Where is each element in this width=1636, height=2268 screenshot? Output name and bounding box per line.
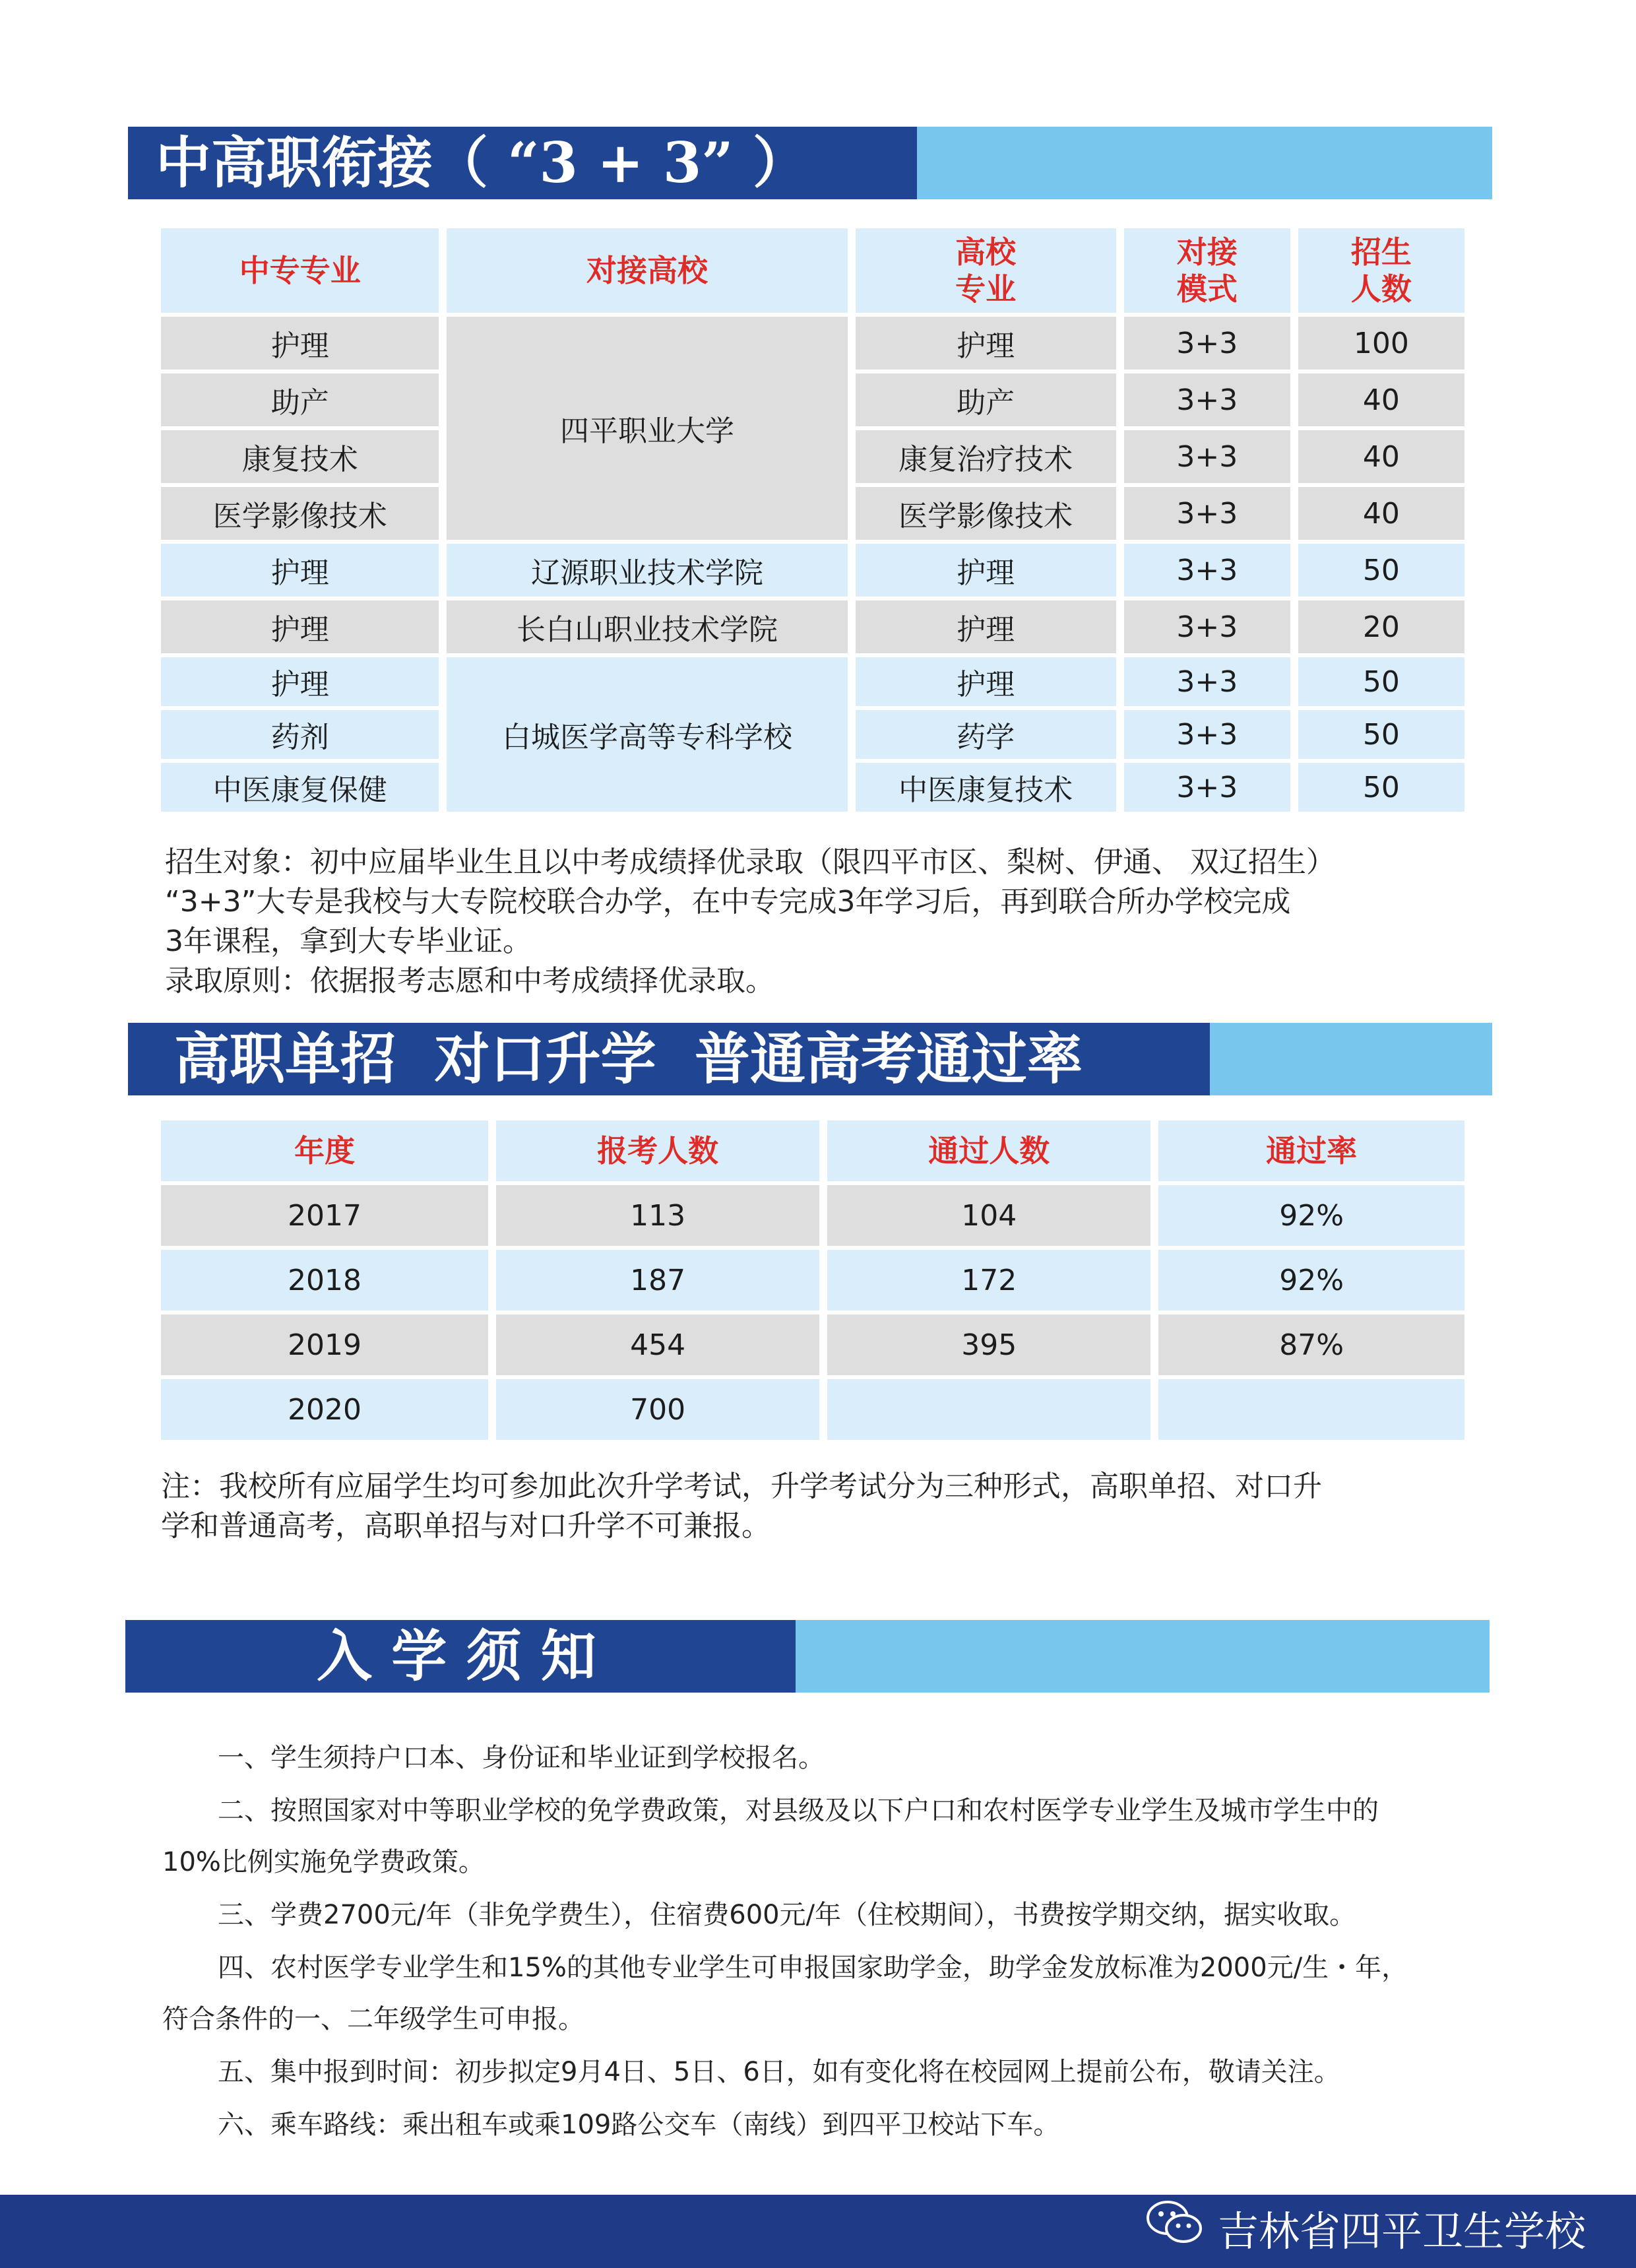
notice-item: 一、学生须持户口本、身份证和毕业证到学校报名。 — [218, 1743, 825, 1773]
footer-bar — [0, 2195, 1636, 2268]
notice-item: 六、乘车路线：乘出租车或乘109路公交车（南线）到四平卫校站下车。 — [218, 2110, 1060, 2140]
cell-rate: 92% — [1158, 1250, 1464, 1311]
cell-school: 长白山职业技术学院 — [447, 600, 847, 653]
cell-passed — [827, 1379, 1150, 1440]
cell-count: 40 — [1298, 373, 1464, 426]
cell-rate: 92% — [1158, 1185, 1464, 1246]
cell-applicants: 113 — [496, 1185, 819, 1246]
wechat-icon — [1145, 2195, 1205, 2268]
cell-applicants: 454 — [496, 1314, 819, 1375]
cell-count: 40 — [1298, 487, 1464, 540]
cell-year: 2017 — [161, 1185, 488, 1246]
cell-mode: 3+3 — [1124, 763, 1290, 812]
section2-banner — [128, 1023, 1492, 1095]
table-row — [161, 317, 1464, 370]
cell-passed: 395 — [827, 1314, 1150, 1375]
notice-item: 符合条件的一、二年级学生可申报。 — [162, 2004, 584, 2034]
col-header-passed: 通过人数 — [827, 1120, 1150, 1181]
cell-college-major: 医学影像技术 — [856, 487, 1116, 540]
cell-school: 四平职业大学 — [447, 317, 847, 540]
table-row — [161, 657, 1464, 706]
cell-count: 100 — [1298, 317, 1464, 370]
pass-rate-table — [153, 1117, 1472, 1444]
notice-item: 10%比例实施免学费政策。 — [162, 1847, 485, 1877]
section3-title: 入 学 须 知 — [125, 1620, 796, 1693]
cell-mode: 3+3 — [1124, 710, 1290, 759]
cell-major: 护理 — [161, 317, 439, 370]
cell-mode: 3+3 — [1124, 657, 1290, 706]
table-row — [161, 544, 1464, 597]
note-line: 招生对象：初中应届毕业生且以中考成绩择优录取（限四平市区、梨树、伊通、 双辽招生） — [165, 845, 1335, 879]
cell-count: 40 — [1298, 430, 1464, 483]
section1-banner-accent — [917, 127, 1492, 199]
cell-passed: 172 — [827, 1250, 1150, 1311]
cell-mode: 3+3 — [1124, 487, 1290, 540]
section1-banner — [128, 127, 1492, 199]
col-header-college-major: 高校 专业 — [856, 228, 1116, 313]
cell-year: 2020 — [161, 1379, 488, 1440]
cell-major: 护理 — [161, 600, 439, 653]
cell-count: 50 — [1298, 763, 1464, 812]
notice-item: 二、按照国家对中等职业学校的免学费政策，对县级及以下户口和农村医学专业学生及城市学生中的 — [218, 1796, 1379, 1826]
cell-college-major: 护理 — [856, 317, 1116, 370]
cell-major: 康复技术 — [161, 430, 439, 483]
cell-mode: 3+3 — [1124, 544, 1290, 597]
cell-applicants: 700 — [496, 1379, 819, 1440]
table-row — [161, 1250, 1464, 1311]
cell-college-major: 康复治疗技术 — [856, 430, 1116, 483]
section2-banner-accent — [1210, 1023, 1492, 1095]
cell-school: 白城医学高等专科学校 — [447, 657, 847, 812]
col-header-count: 招生 人数 — [1298, 228, 1464, 313]
note-line: 录取原则：依据报考志愿和中考成绩择优录取。 — [165, 964, 774, 998]
cell-rate — [1158, 1379, 1464, 1440]
cell-college-major: 助产 — [856, 373, 1116, 426]
cell-count: 50 — [1298, 544, 1464, 597]
note-line: “3+3”大专是我校与大专院校联合办学，在中专完成3年学习后，再到联合所办学校完成 — [165, 885, 1291, 919]
col-header-year: 年度 — [161, 1120, 488, 1181]
cell-major: 助产 — [161, 373, 439, 426]
cell-major: 医学影像技术 — [161, 487, 439, 540]
cell-college-major: 护理 — [856, 600, 1116, 653]
table-row — [161, 1314, 1464, 1375]
section3-banner-accent — [796, 1620, 1490, 1693]
notice-item: 四、农村医学专业学生和15%的其他专业学生可申报国家助学金，助学金发放标准为2000元/生・年， — [218, 1953, 1408, 1983]
cell-count: 20 — [1298, 600, 1464, 653]
col-header-applicants: 报考人数 — [496, 1120, 819, 1181]
table-row — [161, 1379, 1464, 1440]
cell-college-major: 护理 — [856, 544, 1116, 597]
col-header-rate: 通过率 — [1158, 1120, 1464, 1181]
cell-year: 2019 — [161, 1314, 488, 1375]
col-header-school: 对接高校 — [447, 228, 847, 313]
cell-major: 中医康复保健 — [161, 763, 439, 812]
cell-mode: 3+3 — [1124, 373, 1290, 426]
cell-college-major: 中医康复技术 — [856, 763, 1116, 812]
cell-major: 护理 — [161, 657, 439, 706]
section3-banner — [125, 1620, 1490, 1693]
cell-college-major: 护理 — [856, 657, 1116, 706]
notice-item: 三、学费2700元/年（非免学费生），住宿费600元/年（住校期间），书费按学期交纳，据实收取。 — [218, 1900, 1356, 1930]
table-row — [161, 600, 1464, 653]
cell-mode: 3+3 — [1124, 317, 1290, 370]
section2-notes — [161, 1467, 1322, 1546]
footer-brand-text: 吉林省四平卫生学校 — [1217, 2207, 1586, 2255]
cell-passed: 104 — [827, 1185, 1150, 1246]
footer-brand — [1145, 2195, 1586, 2268]
cell-school: 辽源职业技术学院 — [447, 544, 847, 597]
cell-count: 50 — [1298, 710, 1464, 759]
cell-major: 药剂 — [161, 710, 439, 759]
col-header-mode: 对接 模式 — [1124, 228, 1290, 313]
cell-year: 2018 — [161, 1250, 488, 1311]
section1-title: 中高职衔接（ “3 + 3” ） — [128, 127, 917, 199]
section2-title: 高职单招 对口升学 普通高考通过率 — [128, 1023, 1210, 1095]
cell-count: 50 — [1298, 657, 1464, 706]
cell-college-major: 药学 — [856, 710, 1116, 759]
note-line: 3年课程，拿到大专毕业证。 — [165, 924, 532, 958]
articulation-table — [153, 224, 1472, 816]
notice-item: 五、集中报到时间：初步拟定9月4日、5日、6日，如有变化将在校园网上提前公布，敬请关注。 — [218, 2057, 1340, 2087]
cell-major: 护理 — [161, 544, 439, 597]
cell-mode: 3+3 — [1124, 600, 1290, 653]
table-row — [161, 1185, 1464, 1246]
note-line: 注：我校所有应届学生均可参加此次升学考试，升学考试分为三种形式，高职单招、对口升 — [161, 1470, 1322, 1503]
cell-mode: 3+3 — [1124, 430, 1290, 483]
col-header-major: 中专专业 — [161, 228, 439, 313]
note-line: 学和普通高考，高职单招与对口升学不可兼报。 — [161, 1509, 771, 1543]
section1-notes — [165, 843, 1335, 1001]
cell-rate: 87% — [1158, 1314, 1464, 1375]
cell-applicants: 187 — [496, 1250, 819, 1311]
